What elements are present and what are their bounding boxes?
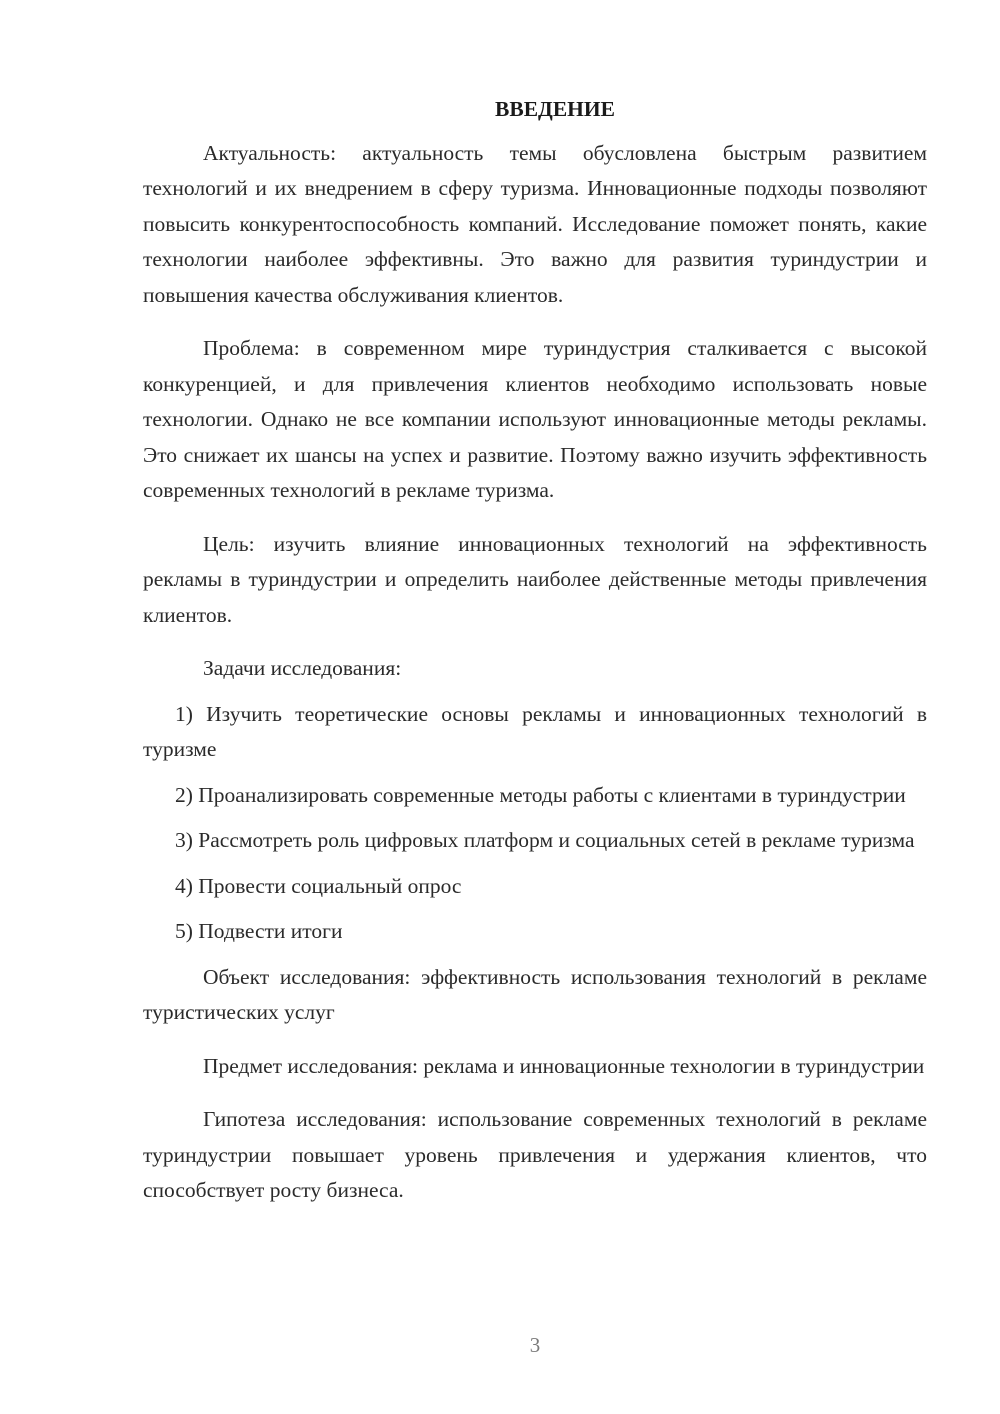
list-item-task-4: 4) Провести социальный опрос xyxy=(175,873,462,898)
page-number: 3 xyxy=(529,1333,541,1357)
paragraph-problem: Проблема: в современном мире туриндустрия сталкивается с высокой конкуренцией, и для привлечения клиентов необходимо использовать новые технологии. Однако не все компании используют инновационные методы рекламы. Это снижает их шансы на успех и развитие. Поэтому важно изучить эффективность современных технологий в рекламе туризма. xyxy=(143,336,927,502)
list-item-task-2: 2) Проанализировать современные методы работы с клиентами в туриндустрии xyxy=(175,782,906,807)
list-item-task-1: 1) Изучить теоретические основы рекламы и инновационных технологий в туризме xyxy=(143,701,927,761)
document-body xyxy=(143,92,927,1227)
paragraph-object: Объект исследования: эффективность использования технологий в рекламе туристических услуг xyxy=(143,964,927,1024)
tasks-label: Задачи исследования: xyxy=(203,656,402,680)
page-title: ВВЕДЕНИЕ xyxy=(495,97,615,121)
paragraph-goal: Цель: изучить влияние инновационных технологий на эффективность рекламы в туриндустрии и определить наиболее действенные методы привлечения клиентов. xyxy=(143,531,927,627)
list-item-task-3: 3) Рассмотреть роль цифровых платформ и социальных сетей в рекламе туризма xyxy=(175,828,915,852)
paragraph-subject: Предмет исследования: реклама и инновационные технологии в туриндустрии xyxy=(203,1053,925,1078)
paragraph-hypothesis: Гипотеза исследования: использование современных технологий в рекламе туриндустрии повышает уровень привлечения и удержания клиентов, что способствует росту бизнеса. xyxy=(143,1107,927,1202)
list-item-task-5: 5) Подвести итоги xyxy=(175,919,343,943)
paragraph-relevance: Актуальность: актуальность темы обусловлена быстрым развитием технологий и их внедрением в сферу туризма. Инновационные подходы позволяют повысить конкурентоспособность компаний. Исследование поможет понять, какие технологии наиболее эффективны. Это важно для развития туриндустрии и повышения качества обслуживания клиентов. xyxy=(143,140,927,307)
